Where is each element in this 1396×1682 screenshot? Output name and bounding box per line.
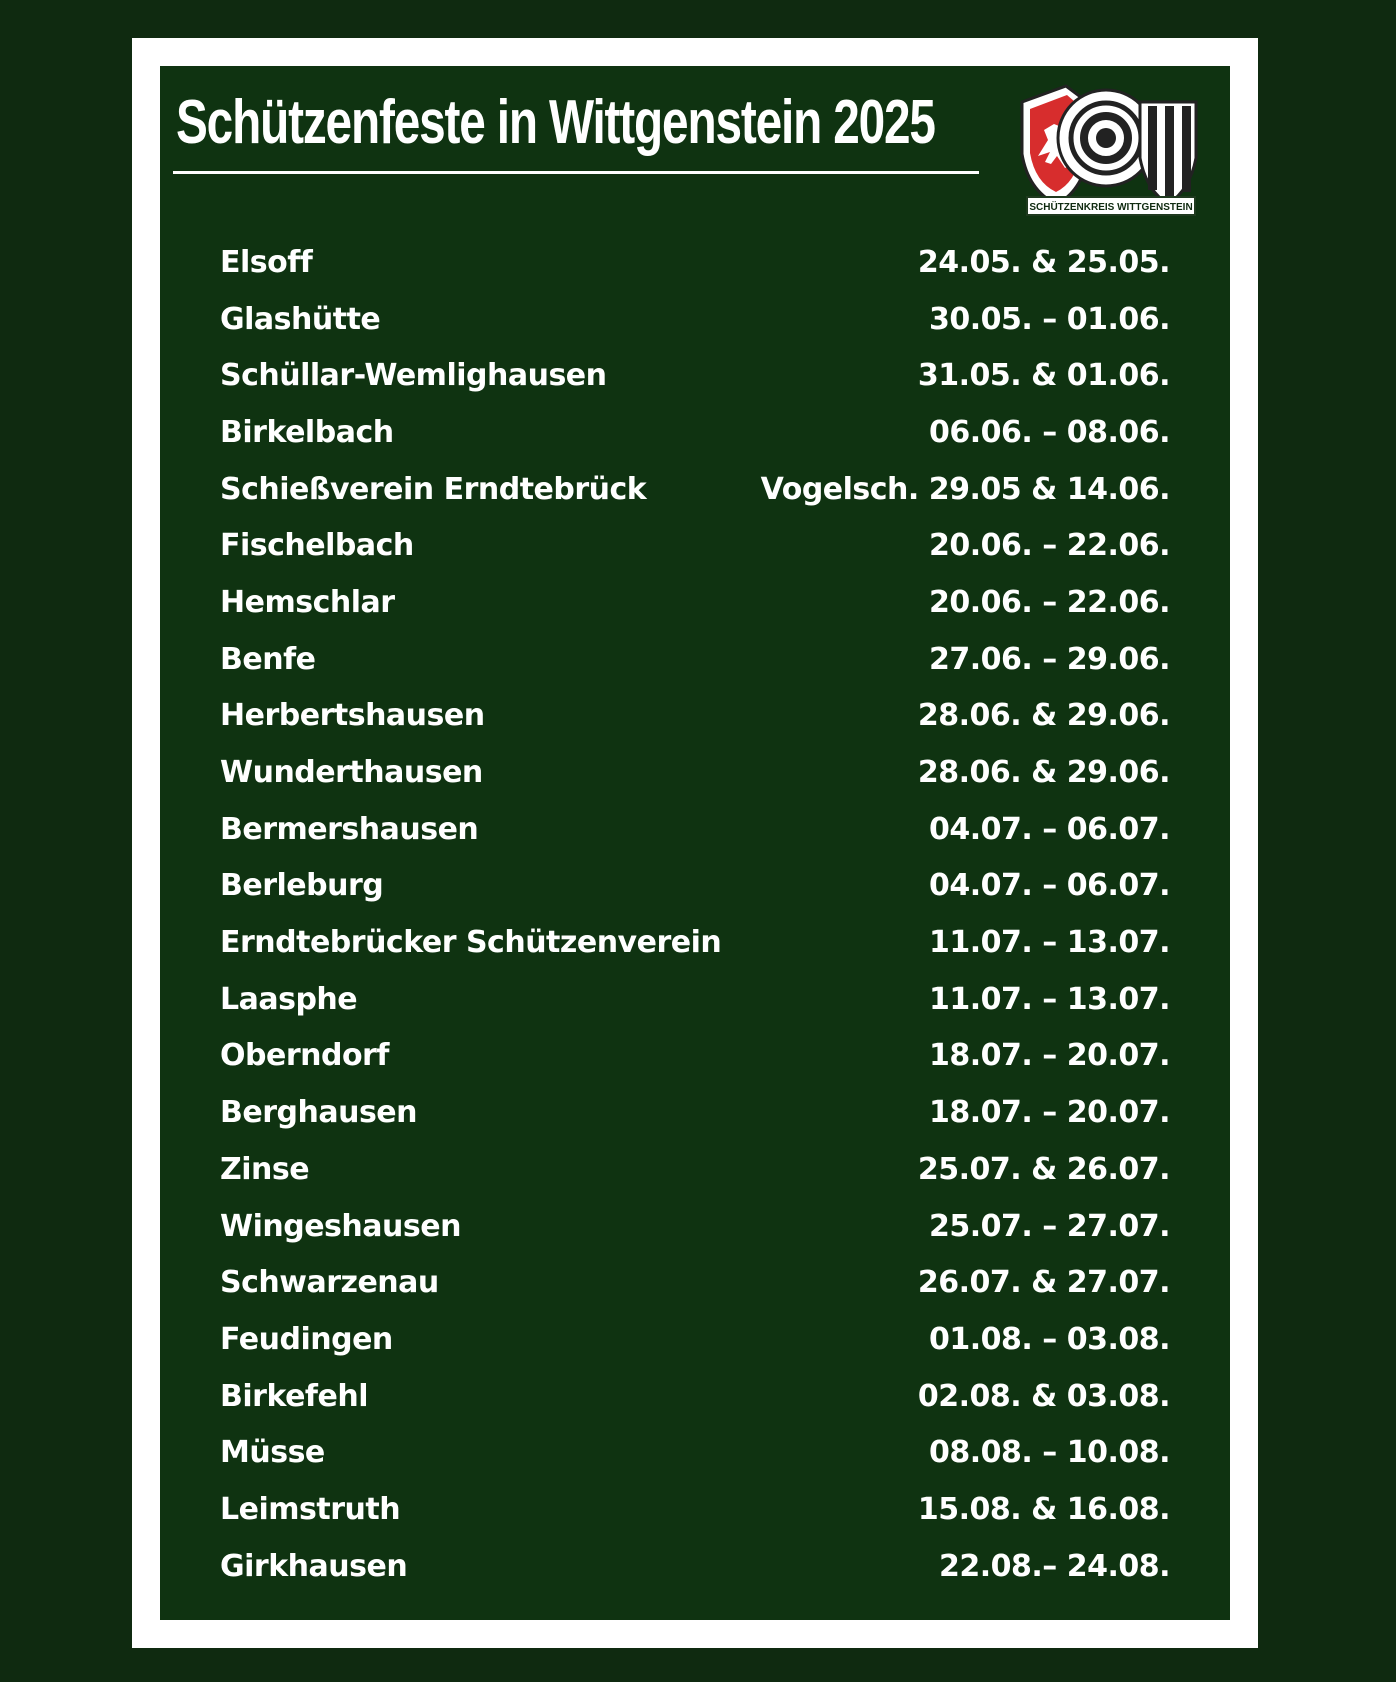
schedule-row-schwarzenau: [220, 1254, 1170, 1311]
event-date: 20.06. – 22.06.: [929, 584, 1170, 620]
event-name: Leimstruth: [220, 1491, 401, 1527]
event-name: Schwarzenau: [220, 1265, 439, 1301]
event-date: 11.07. – 13.07.: [929, 925, 1170, 961]
event-date: 04.07. – 06.07.: [929, 868, 1170, 904]
event-date: 31.05. & 01.06.: [917, 358, 1170, 394]
event-name: Müsse: [220, 1435, 325, 1471]
schedule-row-elsoff: [220, 234, 1170, 291]
schedule-row-bermershausen: [220, 801, 1170, 858]
schedule-row-zinse: [220, 1141, 1170, 1198]
schedule-row-laasphe: [220, 971, 1170, 1028]
event-date: 27.06. – 29.06.: [929, 641, 1170, 677]
schedule-row-birkelbach: [220, 404, 1170, 461]
event-name: Berleburg: [220, 868, 384, 904]
event-date: 30.05. – 01.06.: [929, 301, 1170, 337]
event-date: 28.06. & 29.06.: [917, 698, 1170, 734]
event-name: Schüllar-Wemlighausen: [220, 358, 607, 394]
event-date: 06.06. – 08.06.: [929, 414, 1170, 450]
schedule-row-feudingen: [220, 1311, 1170, 1368]
event-name: Laasphe: [220, 981, 358, 1017]
schedule-row-oberndorf: [220, 1028, 1170, 1085]
event-date: 11.07. – 13.07.: [929, 981, 1170, 1017]
schedule-row-herbertshausen: [220, 688, 1170, 745]
schedule-row-wunderthausen: [220, 744, 1170, 801]
event-date: 26.07. & 27.07.: [917, 1265, 1170, 1301]
event-date: 18.07. – 20.07.: [929, 1038, 1170, 1074]
schedule-row-hemschlar: [220, 574, 1170, 631]
event-date: Vogelsch. 29.05 & 14.06.: [760, 471, 1170, 507]
schuetzenkreis-logo: [1020, 82, 1206, 227]
schedule-row-erndtebruecker-schuetzenverein: [220, 914, 1170, 971]
event-name: Oberndorf: [220, 1038, 389, 1074]
event-date: 25.07. & 26.07.: [917, 1151, 1170, 1187]
schedule-row-berghausen: [220, 1084, 1170, 1141]
event-name: Erndtebrücker Schützenverein: [220, 925, 722, 961]
event-date: 18.07. – 20.07.: [929, 1095, 1170, 1131]
event-name: Herbertshausen: [220, 698, 485, 734]
event-name: Bermershausen: [220, 811, 479, 847]
schedule-row-birkefehl: [220, 1368, 1170, 1425]
event-name: Feudingen: [220, 1321, 393, 1357]
schedule-list: [220, 234, 1170, 1595]
event-date: 28.06. & 29.06.: [917, 755, 1170, 791]
event-date: 01.08. – 03.08.: [929, 1321, 1170, 1357]
event-name: Benfe: [220, 641, 316, 677]
event-date: 20.06. – 22.06.: [929, 528, 1170, 564]
event-name: Wunderthausen: [220, 755, 483, 791]
schedule-row-schiessverein-erndtebrueck: [220, 461, 1170, 518]
event-name: Berghausen: [220, 1095, 418, 1131]
poster-frame: [132, 38, 1258, 1648]
schedule-row-wingeshausen: [220, 1198, 1170, 1255]
event-date: 24.05. & 25.05.: [917, 244, 1170, 280]
event-name: Birkefehl: [220, 1378, 368, 1414]
event-date: 08.08. – 10.08.: [929, 1435, 1170, 1471]
event-date: 22.08.– 24.08.: [938, 1548, 1170, 1584]
event-name: Hemschlar: [220, 584, 395, 620]
schedule-row-muesse: [220, 1424, 1170, 1481]
event-name: Glashütte: [220, 301, 381, 337]
schedule-row-girkhausen: [220, 1538, 1170, 1595]
event-name: Girkhausen: [220, 1548, 408, 1584]
event-date: 15.08. & 16.08.: [917, 1491, 1170, 1527]
schedule-row-benfe: [220, 631, 1170, 688]
schedule-row-schuellar-wemlighausen: [220, 347, 1170, 404]
schedule-row-fischelbach: [220, 517, 1170, 574]
logo-label: SCHÜTZENKREIS WITTGENSTEIN: [1026, 196, 1196, 216]
schedule-row-leimstruth: [220, 1481, 1170, 1538]
schedule-row-glashuette: [220, 291, 1170, 348]
event-name: Birkelbach: [220, 414, 394, 450]
poster-title: Schützenfeste in Wittgenstein 2025: [176, 88, 935, 157]
event-date: 25.07. – 27.07.: [929, 1208, 1170, 1244]
event-name: Schießverein Erndtebrück: [220, 471, 647, 507]
event-date: 04.07. – 06.07.: [929, 811, 1170, 847]
event-date: 02.08. & 03.08.: [917, 1378, 1170, 1414]
event-name: Wingeshausen: [220, 1208, 461, 1244]
title-underline: [173, 171, 979, 174]
schedule-row-berleburg: [220, 858, 1170, 915]
event-name: Fischelbach: [220, 528, 414, 564]
poster-panel: [160, 66, 1230, 1620]
event-name: Elsoff: [220, 244, 313, 280]
event-name: Zinse: [220, 1151, 310, 1187]
